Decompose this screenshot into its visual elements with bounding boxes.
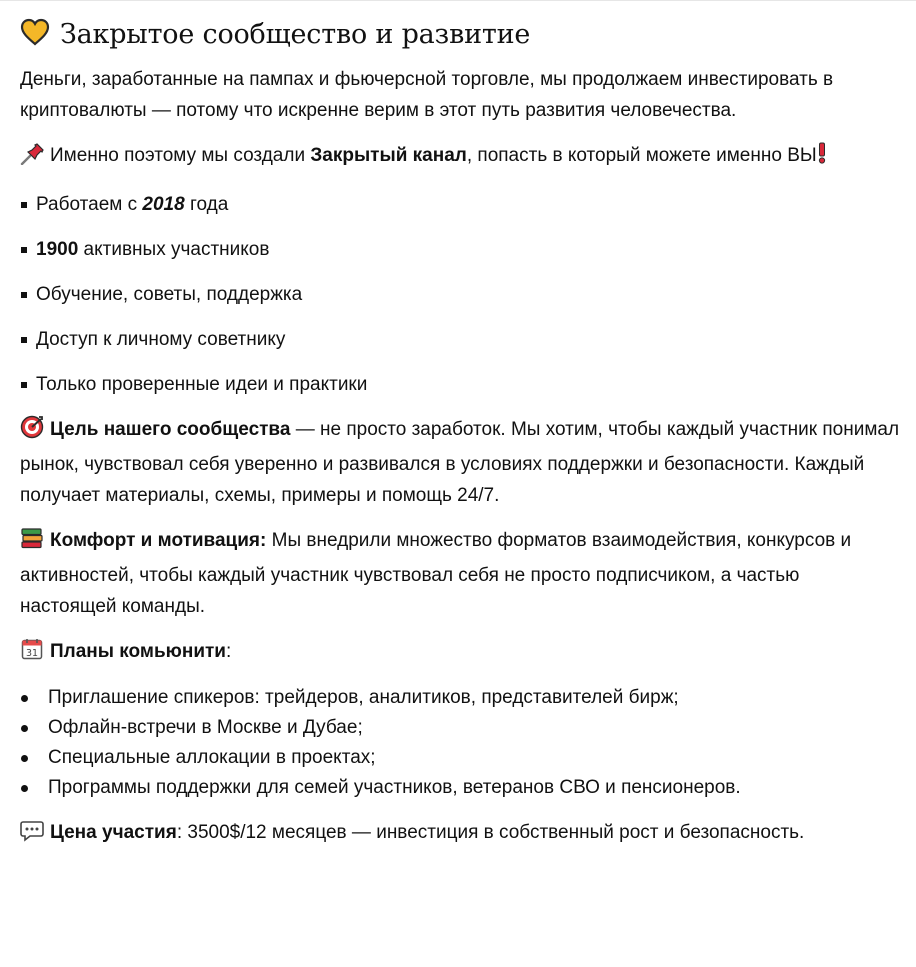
feature-text: Доступ к личному советнику — [36, 329, 286, 350]
feature-text: Только проверенные идеи и практики — [36, 374, 368, 395]
channel-text-after: , попасть в который можете именно ВЫ — [466, 145, 817, 166]
square-bullet-icon — [21, 292, 27, 298]
comfort-paragraph — [20, 525, 900, 622]
plans-title: Планы комьюнити — [50, 641, 226, 662]
price-text: 3500$/12 месяцев — инвестиция в собственный рост и безопасность. — [182, 822, 805, 843]
square-bullet-icon — [21, 247, 27, 253]
closed-channel-label: Закрытый канал — [310, 145, 467, 166]
feature-item — [20, 369, 900, 400]
feature-text: 1900 активных участников — [36, 239, 270, 260]
goal-label: Цель нашего сообщества — [50, 419, 291, 440]
square-bullet-icon — [21, 337, 27, 343]
exclamation-icon — [818, 142, 826, 174]
channel-paragraph — [20, 140, 900, 175]
feature-item — [20, 189, 900, 220]
top-divider — [0, 0, 916, 1]
feature-item — [20, 234, 900, 265]
plans-list — [20, 683, 900, 803]
list-item: Программы поддержки для семей участников, ветеранов СВО и пенсионеров. — [20, 773, 900, 803]
list-item: Офлайн-встречи в Москве и Дубае; — [20, 713, 900, 743]
feature-item — [20, 324, 900, 355]
intro-paragraph: Деньги, заработанные на пампах и фьючерсной торговле, мы продолжаем инвестировать в криптовалюты — потому что искренне верим в этот путь развития человечества. — [20, 69, 834, 121]
channel-text-before: Именно поэтому мы создали — [50, 145, 311, 166]
pushpin-icon — [20, 143, 44, 175]
comfort-label: Комфорт и мотивация: — [50, 530, 267, 551]
goal-text: — не просто заработок. Мы хотим, чтобы каждый участник понимал рынок, чувствовал себя уверенно и развивался в условиях поддержки и безопасности. Каждый получает материалы, схемы, примеры и помощь 24/7. — [20, 419, 900, 506]
price-paragraph: Цена участия: 3500$/12 месяцев — инвестиция в собственный рост и безопасность. — [20, 817, 900, 852]
yellow-heart-icon — [20, 18, 50, 51]
feature-text: Работаем с 2018 года — [36, 194, 229, 215]
target-icon — [20, 415, 44, 449]
member-count: 1900 — [36, 239, 79, 260]
calendar-icon — [20, 637, 44, 671]
books-icon — [20, 528, 44, 560]
post-body — [20, 12, 900, 852]
page-title — [20, 12, 900, 56]
speech-bubble-icon — [20, 820, 44, 852]
list-item: Специальные аллокации в проектах; — [20, 743, 900, 773]
goal-paragraph — [20, 414, 900, 511]
feature-item — [20, 279, 900, 310]
svg-text:31: 31 — [25, 648, 39, 659]
feature-text: Обучение, советы, поддержка — [36, 284, 303, 305]
comfort-text: Мы внедрили множество форматов взаимодействия, конкурсов и активностей, чтобы каждый участник чувствовал себя не просто подписчиком, а частью настоящей команды. — [20, 530, 852, 617]
since-year: 2018 — [142, 194, 185, 215]
title-text: Закрытое сообщество и развитие — [60, 18, 531, 50]
square-bullet-icon — [21, 202, 27, 208]
square-bullet-icon — [21, 382, 27, 388]
plans-heading: 31 Планы комьюнити: — [20, 636, 900, 671]
list-item: Приглашение спикеров: трейдеров, аналитиков, представителей бирж; — [20, 683, 900, 713]
price-label: Цена участия — [50, 822, 177, 843]
